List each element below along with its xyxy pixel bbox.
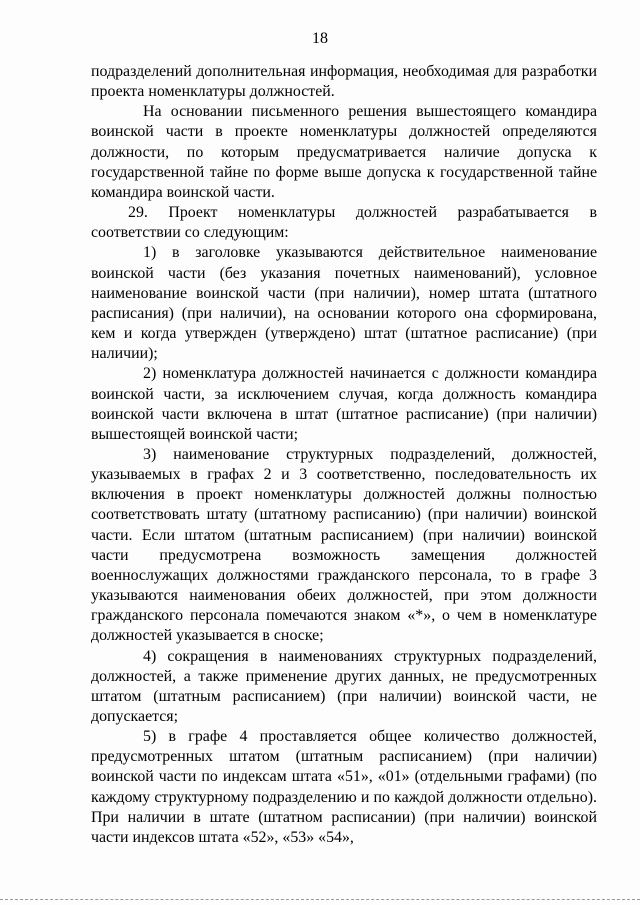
paragraph-subitem-1: 1) в заголовке указываются действительное наименование воинской части (без указания почетных наименований), условное наименование воинской части (при наличии), номер штата (штатного расписания) (при наличии), на основании которого она сформирована, кем и когда утвержден (утверждено) штат (штатное расписание) (при наличии); [91, 244, 597, 363]
paragraph-subitem-5: 5) в графе 4 проставляется общее количество должностей, предусмотренных штатом (штатным расписанием) (при наличии) воинской части по индексам штата «51», «01» (отдельными графами) (по каждому структурному подразделению и по каждой должности отдельно). При наличии в штате (штатном расписании) (при наличии) воинской части индексов штата «52», «53» «54», [91, 728, 597, 846]
document-body [91, 62, 597, 848]
page-number: 18 [312, 30, 328, 47]
page-bottom-rule [0, 899, 640, 900]
paragraph-subitem-4: 4) сокращения в наименованиях структурных подразделений, должностей, а также применение других данных, не предусмотренных штатом (штатным расписанием) (при наличии) воинской части, не допускается; [91, 647, 597, 725]
paragraph-decision: На основании письменного решения вышестоящего командира воинской части в проекте номенклатуры должностей определяются должности, по которым предусматривается наличие допуска к государственной тайне по форме выше допуска к государственной тайне командира воинской части. [91, 103, 597, 201]
paragraph-subitem-2: 2) номенклатура должностей начинается с должности командира воинской части, за исключением случая, когда должность командира воинской части включена в штат (штатное расписание) (при наличии) вышестоящей воинской части; [91, 365, 597, 443]
paragraph-continuation: подразделений дополнительная информация, необходимая для разработки проекта номенклатуры должностей. [91, 63, 597, 101]
paragraph-subitem-3: 3) наименование структурных подразделений, должностей, указываемых в графах 2 и 3 соответственно, последовательность их включения в проект номенклатуры должностей должны полностью соответствовать штату (штатному расписанию) (при наличии) воинской части. Если штатом (штатным расписанием) (при наличии) воинской части предусмотрена возможность замещения должностей военнослужащих должностями гражданского персонала, то в графе 3 указываются наименования обеих должностей, при этом должности гражданского персонала помечаются знаком «*», о чем в номенклатуре должностей указывается в сноске; [91, 445, 597, 645]
paragraph-item-29: 29. Проект номенклатуры должностей разрабатывается в соответствии со следующим: [91, 204, 597, 242]
